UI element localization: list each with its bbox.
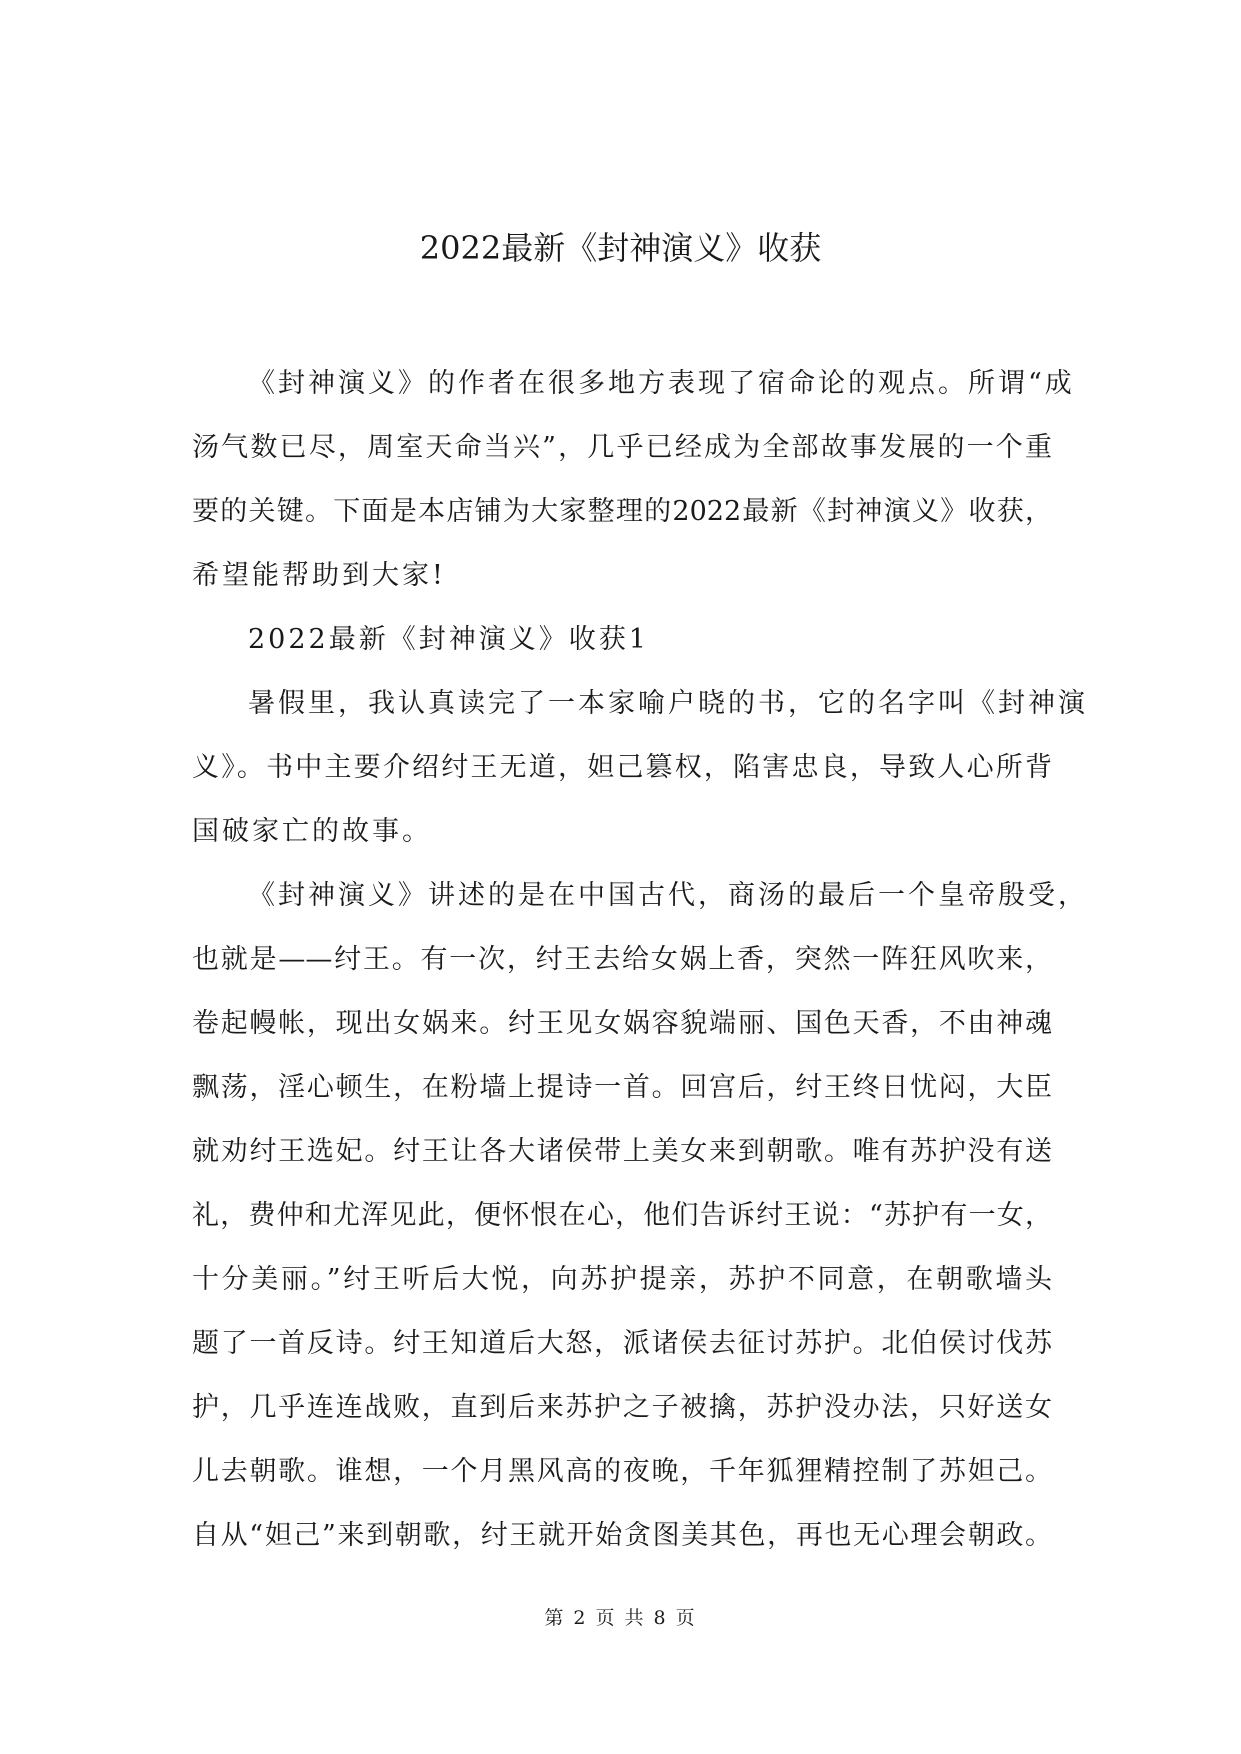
paragraph-line: 《封神演义》讲述的是在中国古代，商汤的最后一个皇帝殷受， (248, 880, 1088, 911)
paragraph-line: 汤气数已尽，周室天命当兴”，几乎已经成为全部故事发展的一个重 (192, 432, 1052, 463)
paragraph-line: 《封神演义》的作者在很多地方表现了宿命论的观点。所谓“成 (248, 368, 1075, 399)
paragraph-line: 国破家亡的故事。 (192, 816, 432, 847)
paragraph-line: 卷起幔帐，现出女娲来。纣王见女娲容貌端丽、国色天香，不由神魂 (192, 1008, 1052, 1039)
paragraph-line: 儿去朝歌。谁想，一个月黑风高的夜晚，千年狐狸精控制了苏妲己。 (192, 1456, 1052, 1487)
document-body (192, 352, 1088, 1568)
paragraph-line: 要的关键。下面是本店铺为大家整理的2022最新《封神演义》收获， (192, 496, 1052, 527)
section-heading: 2022最新《封神演义》收获1 (248, 624, 649, 655)
paragraph-line: 护，几乎连连战败，直到后来苏护之子被擒，苏护没办法，只好送女 (192, 1392, 1052, 1423)
paragraph-line: 十分美丽。”纣王听后大悦，向苏护提亲，苏护不同意，在朝歌墙头 (192, 1264, 1052, 1295)
paragraph-line: 也就是——纣王。有一次，纣王去给女娲上香，突然一阵狂风吹来， (192, 944, 1052, 975)
paragraph-line: 礼，费仲和尤浑见此，便怀恨在心，他们告诉纣王说：“苏护有一女， (192, 1200, 1052, 1231)
paragraph-line: 希望能帮助到大家! (192, 560, 446, 591)
paragraph-line: 题了一首反诗。纣王知道后大怒，派诸侯去征讨苏护。北伯侯讨伐苏 (192, 1328, 1052, 1359)
paragraph-line: 暑假里，我认真读完了一本家喻户晓的书，它的名字叫《封神演 (248, 688, 1088, 719)
document-title: 2022最新《封神演义》收获 (419, 229, 822, 267)
paragraph-line: 自从“妲己”来到朝歌，纣王就开始贪图美其色，再也无心理会朝政。 (192, 1520, 1052, 1551)
paragraph-line: 飘荡，淫心顿生，在粉墙上提诗一首。回宫后，纣王终日忧闷，大臣 (192, 1072, 1052, 1103)
paragraph-line: 义》。书中主要介绍纣王无道，妲己篡权，陷害忠良，导致人心所背 (192, 752, 1052, 783)
page-number-footer: 第 2 页 共 8 页 (544, 1607, 697, 1629)
paragraph-line: 就劝纣王选妃。纣王让各大诸侯带上美女来到朝歌。唯有苏护没有送 (192, 1136, 1052, 1167)
